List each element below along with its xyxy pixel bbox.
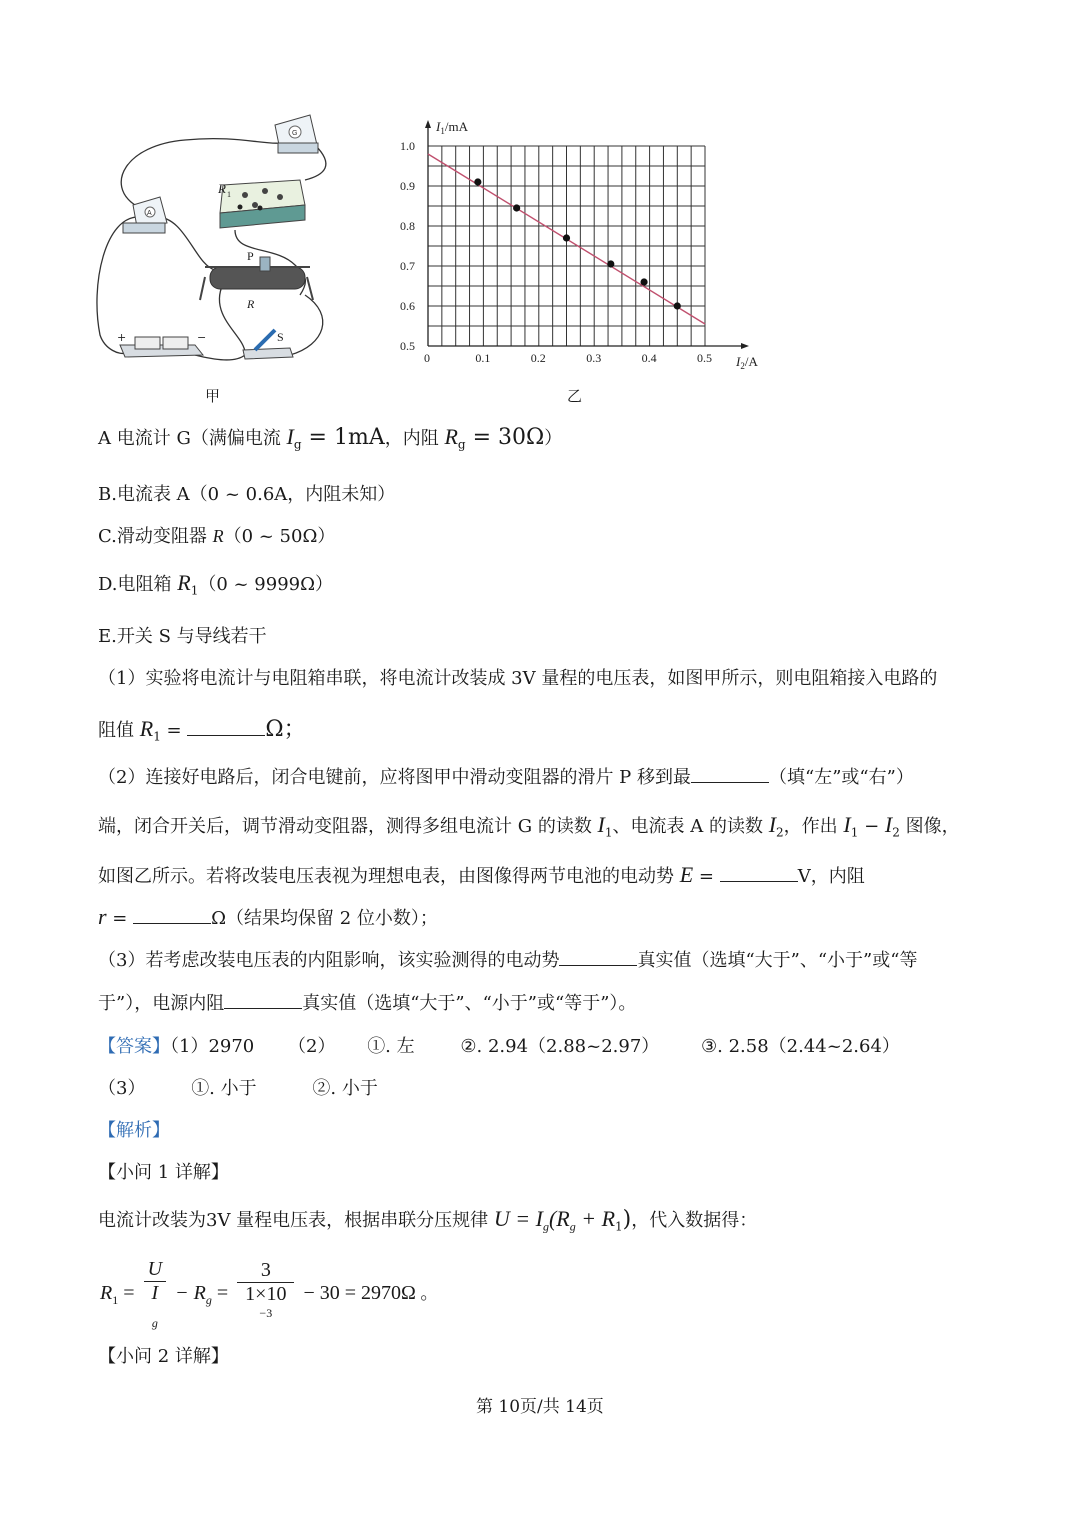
item-a: A 电流计 G（满偏电流 $I_g = 1mA$，内阻 $R_g = 30\Omega$） (98, 424, 563, 452)
p-label: P (247, 249, 254, 263)
answer-blank[interactable] (187, 717, 265, 736)
q2-line2: 端，闭合开关后，调节滑动变阻器，测得多组电流计 G 的读数 $I_1$、电流表 A 的读数 $I_2$，作出 $I_1 - I_2$ 图像， (98, 812, 960, 840)
y-tick-label: 1.0 (400, 139, 415, 153)
y-tick-label: 0.8 (400, 219, 415, 233)
x-tick-label: 0.1 (475, 351, 491, 365)
data-point (563, 234, 570, 241)
x-tick-label: 0.3 (586, 351, 602, 365)
analysis-sub1: 【小问 1 详解】 (98, 1162, 229, 1183)
y-tick-label: 0.5 (400, 339, 415, 353)
x-axis-label: $I_2/A$ (736, 354, 758, 371)
s-label: S (277, 330, 284, 344)
ammeter (123, 197, 167, 233)
chart (390, 112, 770, 377)
answer-line2: （3） ①. 小于 ②. 小于 (98, 1078, 378, 1099)
y-tick-label: 0.6 (400, 299, 415, 313)
analysis-sub2: 【小问 2 详解】 (98, 1346, 229, 1367)
q1-line2: 阻值 $R_1 = \Omega$； (98, 716, 306, 744)
item-e: E.开关 S 与导线若干 (98, 626, 267, 647)
caption-left: 甲 (205, 387, 221, 405)
circuit-diagram (95, 105, 335, 375)
x-tick-label: 0 (424, 351, 430, 365)
r-label: R (247, 297, 255, 311)
analysis-tag: 【解析】 (98, 1120, 170, 1141)
resistance-box (220, 180, 305, 228)
equation-r1: $R_1$ = U I $_g$ − $R_g$ = 3 1×10 $^{-3}$ − 30 = 2970Ω 。 (100, 1258, 439, 1330)
r1-label: R (218, 181, 226, 196)
rheostat (200, 257, 313, 300)
galvanometer-label: G (292, 130, 298, 137)
y-axis-label: $I_1/mA$ (436, 119, 468, 136)
wire (290, 295, 323, 355)
answer-blank[interactable] (559, 947, 637, 966)
data-point (640, 278, 647, 285)
x-tick-label: 0.5 (697, 351, 712, 365)
switch (243, 330, 293, 359)
battery (120, 337, 203, 357)
battery-plus: + (117, 331, 127, 344)
answer-blank[interactable] (720, 863, 798, 882)
y-tick-label: 0.9 (400, 179, 415, 193)
r1-label-sub: 1 (227, 190, 231, 199)
battery-minus: − (197, 331, 207, 344)
y-axis-arrow (425, 120, 431, 128)
wire (219, 280, 245, 353)
y-tick-label: 0.7 (400, 259, 415, 273)
ammeter-label: A (147, 210, 152, 217)
galvanometer (275, 115, 318, 153)
item-d: D.电阻箱 $R_1(0$ ~ 9999Ω） (98, 570, 334, 598)
answer-blank[interactable] (224, 990, 302, 1009)
q3-line2: 于”），电源内阻 真实值（选填“大于”、“小于”或“等于”）。 (98, 989, 636, 1015)
answer-line1: 【答案】（1）2970 （2） ①. 左 ②. 2.94（2.88~2.97） ③. 2.58（2.44~2.64） (98, 1036, 900, 1057)
page-footer: 第 10页/共 14页 (476, 1397, 604, 1417)
item-c: C.滑动变阻器 R（0 ~ 50Ω） (98, 526, 336, 547)
answer-tag: 【答案】 (98, 1036, 170, 1057)
x-tick-label: 0.2 (530, 351, 546, 365)
answer-blank[interactable] (133, 905, 211, 924)
data-point (607, 260, 614, 267)
q1-line1: （1）实验将电流计与电阻箱串联，将电流计改装成 3V 量程的电压表，如图甲所示，则电阻箱接入电路的 (98, 668, 938, 689)
data-point (513, 204, 520, 211)
analysis-text1: 电流计改装为3V 量程电压表，根据串联分压规律 $U = I_g(R_g + R_1)$，代入数据得： (98, 1206, 758, 1234)
q2-line4: r = Ω（结果均保留 2 位小数）； (98, 904, 438, 929)
q2-line3: 如图乙所示。若将改装电压表视为理想电表，由图像得两节电池的电动势 E = V，内阻 (98, 862, 865, 887)
answer-blank[interactable] (691, 764, 769, 783)
q2-line1: （2）连接好电路后，闭合电键前，应将图甲中滑动变阻器的滑片 P 移到最 （填“左”或“右”） (98, 763, 914, 789)
x-axis-arrow (741, 343, 749, 349)
caption-right: 乙 (567, 387, 583, 405)
data-point (474, 178, 481, 185)
q3-line1: （3）若考虑改装电压表的内阻影响，该实验测得的电动势 真实值（选填“大于”、“小于”或“等 (98, 946, 917, 972)
wire (195, 355, 245, 360)
data-point (674, 302, 681, 309)
item-b: B.电流表 A（0 ~ 0.6A，内阻未知） (98, 484, 396, 505)
x-tick-label: 0.4 (641, 351, 657, 365)
